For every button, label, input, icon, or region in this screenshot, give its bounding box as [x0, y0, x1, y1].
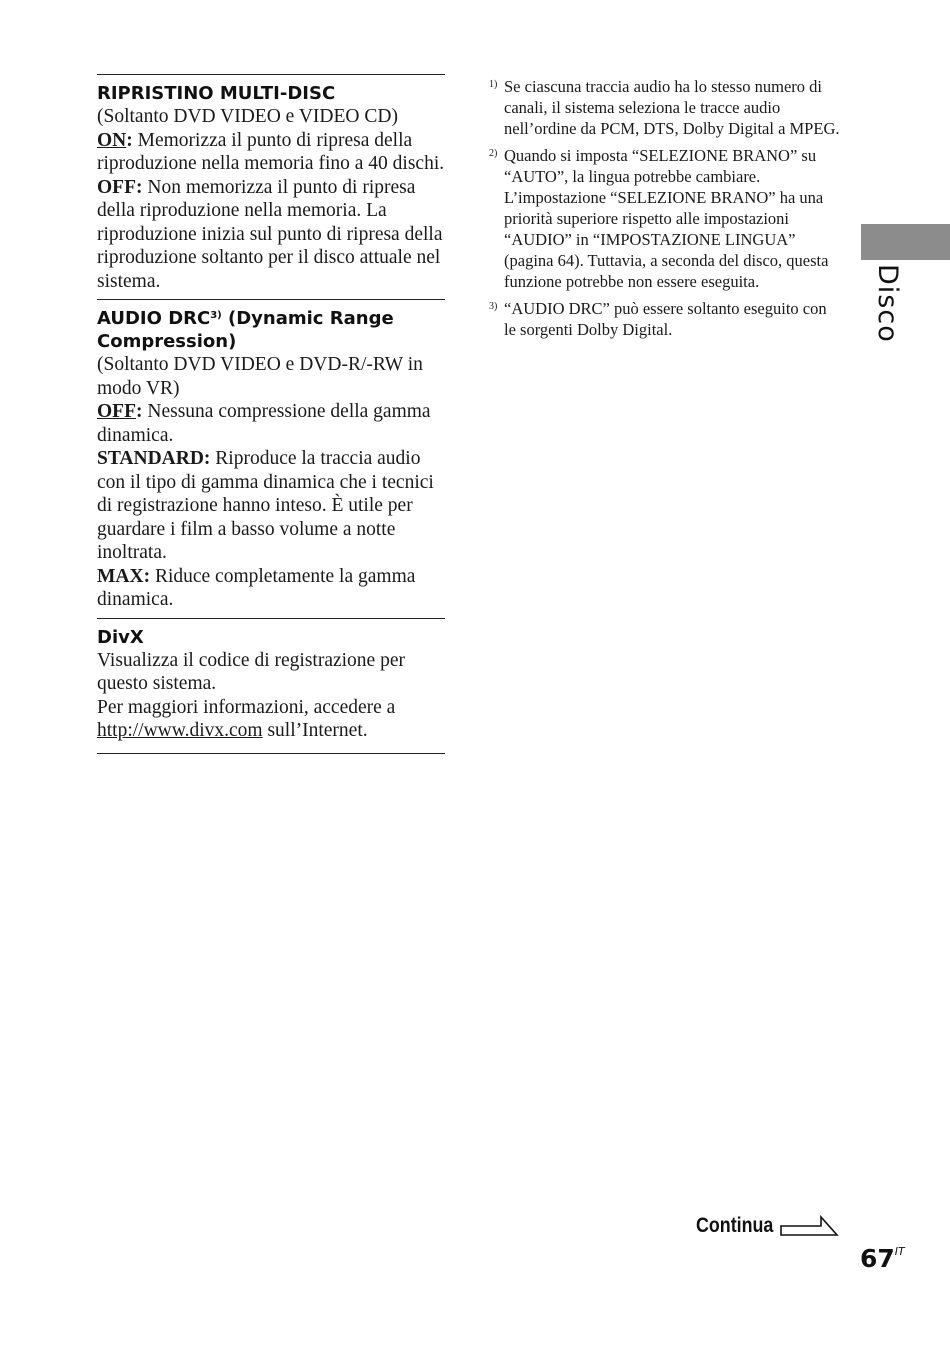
- footnote-text: Quando si imposta “SELEZIONE BRANO” su “AUTO”, la lingua potrebbe cambiare. L’impostazione “SELEZIONE BRANO” ha una priorità superiore rispetto alle impostazioni “AUDIO” in “IMPOSTAZIONE LINGUA” (pagina 64). Tuttavia, a seconda del disco, questa funzione potrebbe non essere eseguita.: [504, 146, 829, 291]
- footnote-marker: 3): [489, 301, 498, 312]
- footnotes: [489, 76, 841, 346]
- chapter-tab: [861, 224, 950, 260]
- audio-drc-off-option: OFF: Nessuna compressione della gamma dinamica.: [97, 401, 431, 446]
- continua-indicator: [696, 1214, 839, 1238]
- audio-drc-scope: (Soltanto DVD VIDEO e DVD-R/-RW in modo VR): [97, 354, 423, 399]
- page-number: $67^{IT}$: [860, 1244, 905, 1273]
- divx-heading: DivX: [97, 626, 144, 648]
- left-column: [97, 74, 445, 754]
- standard-label: STANDARD:: [97, 448, 211, 469]
- multidisc-heading: RIPRISTINO MULTI-DISC: [97, 83, 336, 104]
- max-text: Riduce completamente la gamma dinamica.: [97, 565, 416, 610]
- footnote-text: Se ciascuna traccia audio ha lo stesso numero di canali, il sistema seleziona le tracce audio nell’ordine da PCM, DTS, Dolby Digital a MPEG.: [504, 77, 840, 138]
- audio-drc-standard-option: [97, 447, 445, 565]
- chapter-label: Disco: [872, 264, 903, 343]
- footnote-2: [489, 145, 841, 292]
- audio-drc-max-option: [97, 565, 445, 612]
- footnote-3: [489, 298, 841, 340]
- drc-off-label: OFF: [97, 401, 136, 422]
- continua-arrow-icon: [779, 1214, 839, 1238]
- footnote-ref-3: 3): [210, 310, 222, 321]
- audio-drc-heading: AUDIO DRC$^{3)}$ (Dynamic Range Compression): [97, 308, 394, 352]
- on-label: ON: [97, 129, 127, 151]
- page-suffix: IT: [894, 1245, 905, 1258]
- max-label: MAX:: [97, 565, 151, 587]
- standard-text: Riproduce la traccia audio con il tipo di gamma dinamica che i tecnici di registrazione hanno inteso. È utile per guardare i film a basso volume a notte inoltrata.: [97, 448, 434, 563]
- continua-label: Continua: [696, 1214, 774, 1237]
- footnote-marker: 2): [489, 148, 498, 159]
- divx-text: Visualizza il codice di registrazione per questo sistema.: [97, 649, 405, 694]
- footnote-text: “AUDIO DRC” può essere soltanto eseguito con le sorgenti Dolby Digital.: [504, 299, 827, 339]
- multidisc-off-option: [97, 176, 445, 294]
- section-audio-drc: [97, 299, 445, 618]
- drc-off-text: Nessuna compressione della gamma dinamica.: [97, 401, 431, 446]
- divx-link[interactable]: http://www.divx.com: [97, 720, 263, 741]
- footnote-marker: 1): [489, 79, 498, 90]
- off-label: OFF:: [97, 176, 143, 198]
- off-text: Non memorizza il punto di ripresa della riproduzione nella memoria. La riproduzione inizia sul punto di ripresa della riproduzione soltanto per il disco attuale nel sistema.: [97, 176, 443, 292]
- on-text: Memorizza il punto di ripresa della riproduzione nella memoria fino a 40 dischi.: [97, 129, 445, 174]
- section-divx: [97, 618, 445, 754]
- section-multidisc: [97, 74, 445, 299]
- divx-info: Per maggiori informazioni, accedere a http://www.divx.com sull’Internet.: [97, 696, 396, 741]
- footnote-1: [489, 76, 841, 139]
- multidisc-on-option: ON: Memorizza il punto di ripresa della riproduzione nella memoria fino a 40 dischi.: [97, 129, 445, 174]
- multidisc-scope: (Soltanto DVD VIDEO e VIDEO CD): [97, 106, 398, 127]
